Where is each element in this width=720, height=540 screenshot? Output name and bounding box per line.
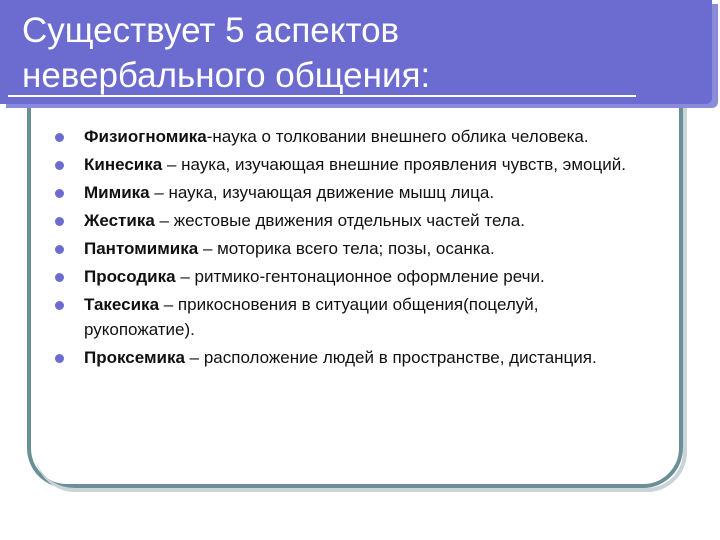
list-item <box>64 292 634 342</box>
title-underline <box>8 95 636 97</box>
item-text: – прикосновения в ситуации общения(поцелуй, рукопожатие). <box>84 295 539 339</box>
item-text: – моторика всего тела; позы, осанка. <box>198 239 495 258</box>
item-term: Кинесика <box>84 155 163 174</box>
item-term: Такесика <box>84 295 160 314</box>
bullet-icon <box>55 273 64 282</box>
item-term: Физиогномика <box>84 127 207 146</box>
item-text: – наука, изучающая движение мышц лица. <box>149 183 495 202</box>
item-term: Жестика <box>84 211 155 230</box>
item-text: – жестовые движения отдельных частей тела. <box>154 211 525 230</box>
item-term: Мимика <box>84 183 150 202</box>
item-term: Пантомимика <box>84 239 199 258</box>
title-line-1: Существует 5 аспектов <box>22 11 400 50</box>
list-item <box>64 152 634 177</box>
bullet-icon <box>55 245 64 254</box>
item-text: – расположение людей в пространстве, дистанция. <box>184 348 597 367</box>
item-text: – ритмико-гентонационное оформление речи. <box>175 267 545 286</box>
bullet-icon <box>55 354 64 363</box>
aspects-list <box>64 124 634 373</box>
bullet-icon <box>55 189 64 198</box>
list-item <box>64 124 634 149</box>
list-item <box>64 208 634 233</box>
item-term: Проксемика <box>84 348 185 367</box>
list-item <box>64 345 634 370</box>
bullet-icon <box>55 301 64 310</box>
item-text: -наука о толковании внешнего облика человека. <box>206 127 589 146</box>
list-item <box>64 236 634 261</box>
list-item <box>64 180 634 205</box>
list-item <box>64 264 634 289</box>
bullet-icon <box>55 217 64 226</box>
item-term: Просодика <box>84 267 176 286</box>
title-line-2: невербального общения: <box>22 56 431 95</box>
item-text: – наука, изучающая внешние проявления чувств, эмоций. <box>162 155 626 174</box>
slide-title <box>22 8 430 98</box>
bullet-icon <box>55 133 64 142</box>
bullet-icon <box>55 161 64 170</box>
title-band <box>0 0 712 104</box>
